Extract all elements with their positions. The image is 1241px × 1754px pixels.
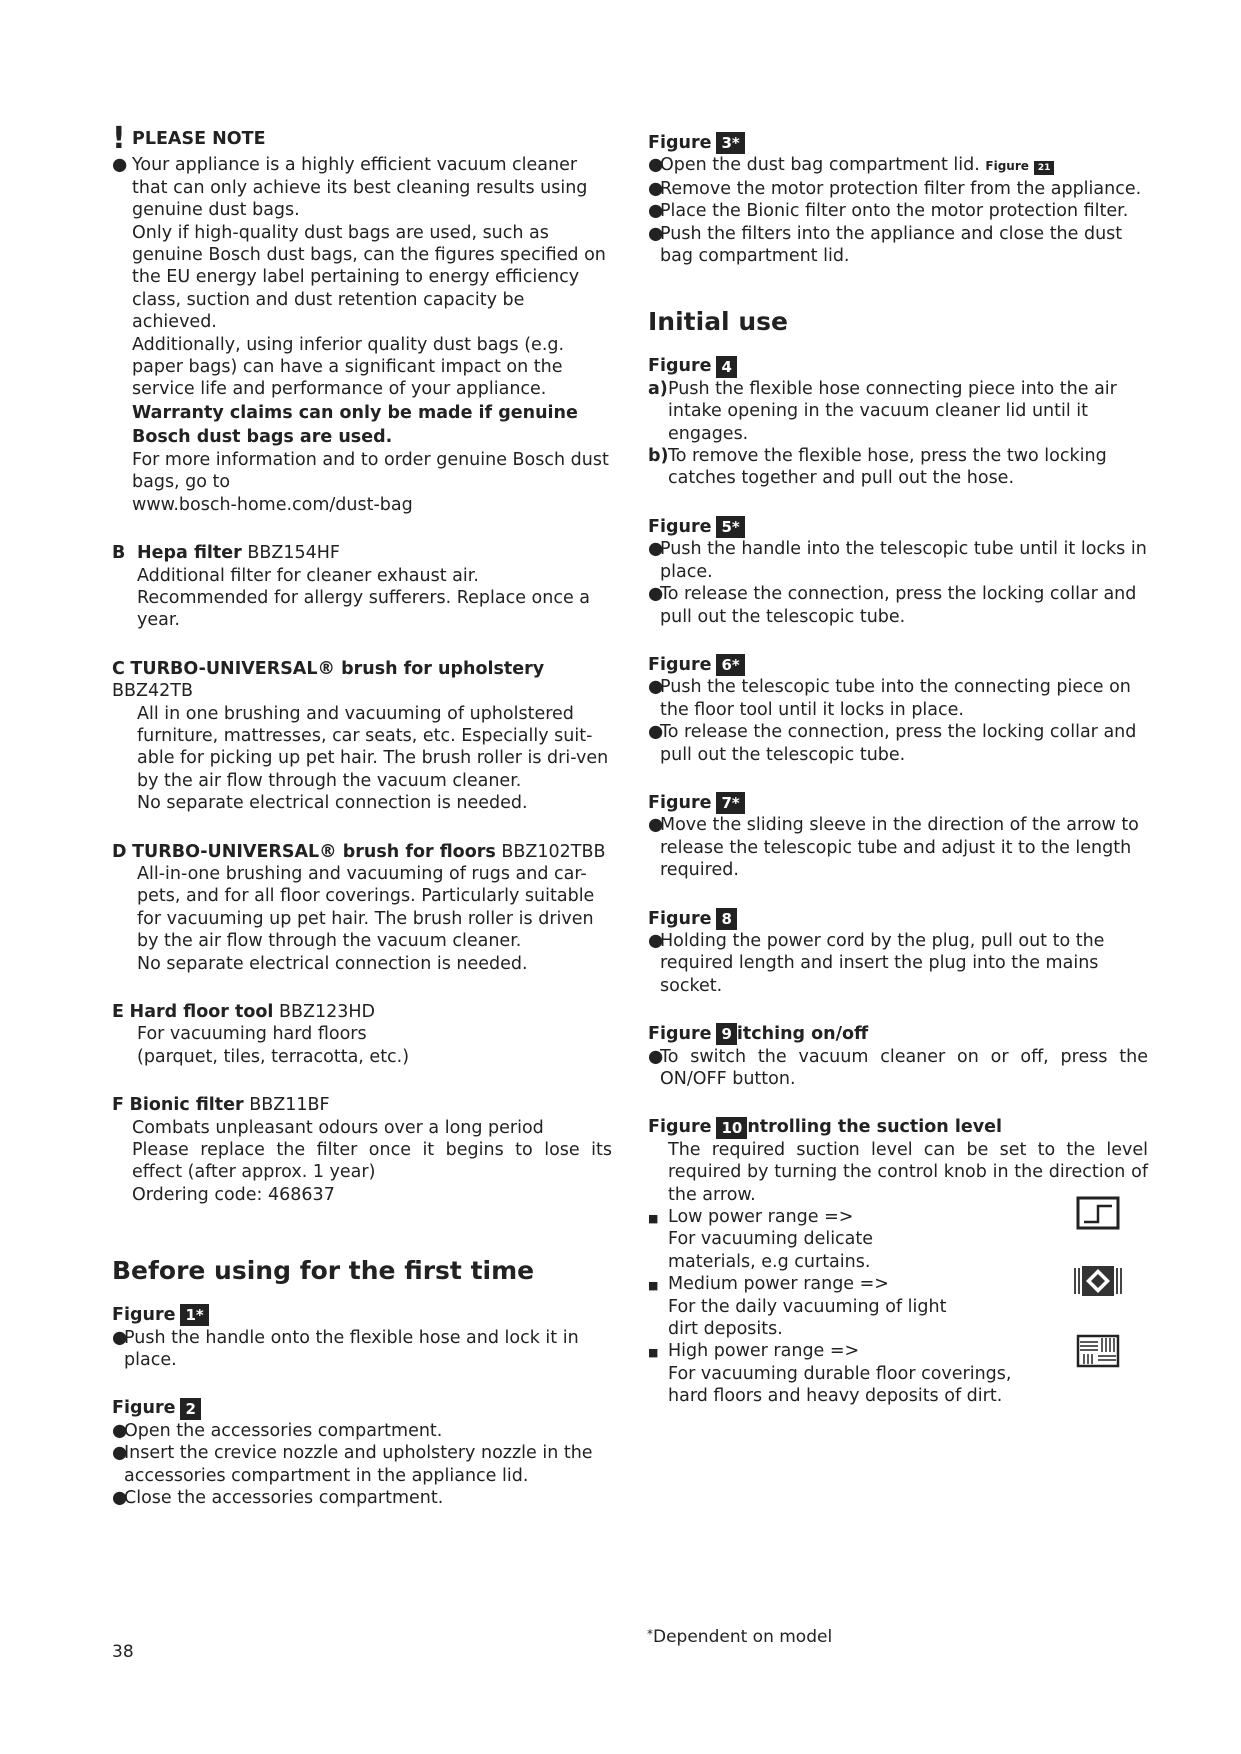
item-desc: Ordering code: 468637 [132,1184,335,1205]
right-column [648,132,1148,1408]
figure-label: Figure [648,792,712,813]
figure-number-badge: 8 [716,908,736,930]
item-desc: All in one brushing and vacuuming of upholstered furniture, mattresses, car seats, etc. Especially suit-able for picking up pet hair. The brush roller is dri-ven by the air flow through the vacuum cleaner. [137,703,609,791]
figure-number-badge: 4 [716,356,736,378]
figure-title: itching on/off [736,1024,869,1045]
high-power-icon [1076,1334,1120,1368]
figure-number-badge: 6* [716,654,744,676]
range-title: Medium power range => [668,1274,889,1295]
item-desc: Please replace the filter once it begins to lose its effect (after approx. 1 year) [132,1140,612,1183]
figure-label: Figure [648,516,712,537]
figure-label: Figure [112,1398,176,1419]
note-more-info: For more information and to order genuine Bosch dust bags, go to [132,449,609,493]
item-name: Hard floor tool [129,1002,274,1022]
instruction: To remove the flexible hose, press the two locking catches together and pull out the hose. [668,446,1107,489]
figure-10-block [648,1116,1148,1407]
item-code: BBZ154HF [247,543,340,564]
item-letter: E [112,1002,124,1022]
figure-number-badge: 21 [1034,161,1055,175]
figure-label: Figure [648,356,712,377]
instruction: Move the sliding sleeve in the direction of the arrow to release the telescopic tube and adjust it to the length required. [660,815,1139,881]
page-number: 38 [112,1642,134,1662]
section-title-before-first-use: Before using for the first time [112,1256,535,1286]
low-power-icon [1076,1196,1120,1230]
power-range-high: ■ High power range => For vacuuming durable floor coverings, hard floors and heavy deposits of dirt. [648,1341,1012,1407]
figure-label: Figure [648,908,712,929]
accessory-item-e [112,1001,612,1068]
section-title-initial-use: Initial use [648,307,788,337]
item-desc: Combats unpleasant odours over a long period [132,1117,544,1138]
figure-label: Figure [648,654,712,675]
item-desc: (parquet, tiles, terracotta, etc.) [137,1046,410,1067]
warning-icon: ! [112,121,126,156]
figure-3-block: Figure 3* ● Open the dust bag compartment lid. Figure 21 ● Remove the motor protection filter from the appliance. ● Place the Bionic filter onto the motor protection filter. ● Push the filters into the appliance and close the dust bag compartment lid. [648,132,1148,267]
instruction: To switch the vacuum cleaner on or off, press the ON/OFF button. [660,1046,1148,1089]
instruction: Push the handle onto the flexible hose and lock it in place. [124,1327,579,1371]
footnote-mark: * [647,1627,653,1641]
instruction: Remove the motor protection filter from the appliance. [660,178,1142,199]
item-letter: F [112,1095,124,1116]
item-name: TURBO-UNIVERSAL® brush for upholstery [130,658,545,679]
note-paragraph: Additionally, using inferior quality dust bags (e.g. paper bags) can have a significant impact on the service life and performance of your appliance. [132,334,565,400]
item-code: BBZ42TB [112,681,193,702]
instruction: Push the flexible hose connecting piece into the air intake opening in the vacuum cleaner lid until it engages. [668,378,1117,444]
warranty-note: Warranty claims can only be made if genuine Bosch dust bags are used. [132,402,578,447]
figure-label: Figure [648,1117,712,1138]
note-paragraph: Only if high-quality dust bags are used, such as genuine Bosch dust bags, can the figures specified on the EU energy label pertaining to energy efficiency class, suction and dust retention capacity be achieved. [132,222,606,333]
suction-intro: The required suction level can be set to the level required by turning the control knob in the direction of the arrow. [668,1139,1148,1205]
item-name: Hepa filter [137,543,242,564]
figure-7-block: Figure 7* ● Move the sliding sleeve in the direction of the arrow to release the telescopic tube and adjust it to the length required. [648,792,1148,882]
figure-2-block: Figure 2 ● Open the accessories compartment. ● Insert the crevice nozzle and upholstery nozzle in the accessories compartment in the appliance lid. ● Close the accessories compartment. [112,1397,612,1509]
figure-label: Figure [648,133,712,153]
instruction: Open the accessories compartment. [124,1420,443,1441]
figure-number-badge: 2 [180,1398,200,1420]
range-desc: For vacuuming delicate materials, e.g curtains. [668,1229,874,1272]
power-range-medium: ■ Medium power range => For the daily vacuuming of light dirt deposits. [648,1274,947,1340]
figure-4-block [648,355,1148,489]
note-paragraph: Your appliance is a highly efficient vacuum cleaner that can only achieve its best cleaning results using genuine dust bags. [132,155,588,221]
figure-label: Figure [112,1305,176,1326]
item-code: BBZ123HD [278,1002,376,1022]
instruction: Push the handle into the telescopic tube until it locks in place. [660,539,1147,582]
item-desc: For vacuuming hard floors [137,1024,367,1045]
footnote [647,1627,832,1647]
item-letter: B [112,543,126,564]
note-block [112,121,612,156]
instruction: Holding the power cord by the plug, pull out to the required length and insert the plug into the mains socket. [660,930,1105,996]
power-range-low: ■ Low power range => For vacuuming delicate materials, e.g curtains. [648,1206,1048,1273]
item-name: TURBO-UNIVERSAL® brush for floors [132,841,496,862]
range-desc: For the daily vacuuming of light dirt deposits. [668,1296,947,1340]
accessory-item-b [112,542,612,632]
instruction: To release the connection, press the locking collar and pull out the telescopic tube. [660,722,1137,765]
item-code: BBZ11BF [249,1095,330,1116]
step-label: a) [648,378,668,399]
item-desc: No separate electrical connection is needed. [137,953,528,974]
range-title: Low power range => [668,1207,854,1228]
accessory-item-d [112,841,612,975]
instruction: Push the telescopic tube into the connecting piece on the floor tool until it locks in place. [660,677,1131,720]
item-name: Bionic filter [129,1095,244,1116]
instruction: Open the dust bag compartment lid. [660,155,980,176]
item-desc: Recommended for allergy sufferers. Replace once a year. [137,587,591,631]
figure-number-badge: 5* [716,516,744,538]
figure-8-block: Figure 8 ● Holding the power cord by the plug, pull out to the required length and insert the plug into the mains socket. [648,908,1148,998]
note-title: PLEASE NOTE [132,129,266,149]
item-code: BBZ102TBB [501,841,606,862]
instruction: Insert the crevice nozzle and upholstery nozzle in the accessories compartment in the appliance lid. [124,1443,593,1486]
dust-bag-link[interactable]: www.bosch-home.com/dust-bag [132,494,413,515]
left-column: ! PLEASE NOTE ● Your appliance is a highly efficient vacuum cleaner that can only achieve its best cleaning results using genuine dust bags. Only if high-quality dust bags are used, such as genuine Bosch dust bags, can the figures specified on the EU energy label pertaining to energy efficiency class, suction and dust retention capacity be achieved. Additionally, using inferior quality dust bags (e.g. paper bags) can have a significant impact on the service life and performance of your appliance. Warranty claims can only be made if genuine Bosch dust bags are used. For more information and to order genuine Bosch dust bags, go to www.bosch-home.com/dust-bag B Hepa filter BBZ154HF Additional filter for cleaner exhaust air. Recommended for allergy sufferers. Replace once a year. C TURBO-UNIVERSAL® brush for upholstery BBZ42TB All in one brushing and vacuuming of upholstered furniture, mattresses, car seats, etc. Especially suit-able for picking up pet hair. The brush roller is dri-ven by the air flow through the vacuum cleaner. No separate electrical connection is needed. D TURBO-UNIVERSAL® brush for floors BBZ102TBB All-in-one brushing and vacuuming of rugs and car-pets, and for all floor coverings. Particularly suitable for vacuuming up pet hair. The brush roller is driven by the air flow through the vacuum cleaner. No separate electrical connection is needed. E Hard floor tool BBZ123HD For vacuuming hard floors (parquet, tiles, terracotta, etc.) F Bionic filter BBZ11BF Combats unpleasant odours over a long period Please replace the filter once it begins to lose its effect (after approx. 1 year) Ordering code: 468637 Before using for the first time Figure 1* ● Push the handle onto the flexible hose and lock it in place. Figure 2 ● Open the accessories compartment. ● Insert the crevice nozzle and upholstery nozzle in the accessories compartment in the appliance lid. ● Close the accessories compartment. [112,121,612,1509]
item-letter: D [112,841,127,862]
item-desc: Additional filter for cleaner exhaust air. [137,565,479,586]
range-title: High power range => [668,1341,860,1362]
medium-power-icon [1073,1264,1123,1298]
figure-number-badge: 10 [716,1117,747,1139]
range-desc: For vacuuming durable floor coverings, hard floors and heavy deposits of dirt. [668,1363,1012,1407]
instruction: Close the accessories compartment. [124,1488,444,1509]
figure-number-badge: 9 [716,1023,736,1045]
figure-number-badge: 3* [716,132,744,154]
instruction: Place the Bionic filter onto the motor protection filter. [660,201,1129,222]
item-letter: C [112,658,125,679]
figure-title: ntrolling the suction level [747,1117,1002,1138]
item-desc: All-in-one brushing and vacuuming of rugs and car-pets, and for all floor coverings. Particularly suitable for vacuuming up pet hair. The brush roller is driven by the air flow through the vacuum cleaner. [137,863,595,952]
figure-6-block: Figure 6* ● Push the telescopic tube into the connecting piece on the floor tool until it locks in place. ● To release the connection, press the locking collar and pull out the telescopic tube. [648,654,1148,766]
figure-9-block: Figure 9 itching on/off ● To switch the vacuum cleaner on or off, press the ON/OFF button. [648,1024,1148,1089]
item-desc: No separate electrical connection is needed. [137,793,528,814]
figure-number-badge: 7* [716,792,744,814]
accessory-item-c [112,658,612,815]
footnote-text: Dependent on model [653,1627,833,1647]
step-label: b) [648,446,669,467]
figure-5-block: Figure 5* ● Push the handle into the telescopic tube until it locks in place. ● To release the connection, press the locking collar and pull out the telescopic tube. [648,516,1147,627]
accessory-item-f [112,1094,612,1206]
instruction: To release the connection, press the locking collar and pull out the telescopic tube. [660,584,1137,627]
figure-label: Figure [985,159,1029,174]
figure-number-badge: 1* [180,1304,208,1326]
figure-label: Figure [648,1024,712,1045]
figure-1-block: Figure 1* ● Push the handle onto the flexible hose and lock it in place. [112,1304,612,1371]
instruction: Push the filters into the appliance and close the dust bag compartment lid. [660,223,1123,267]
